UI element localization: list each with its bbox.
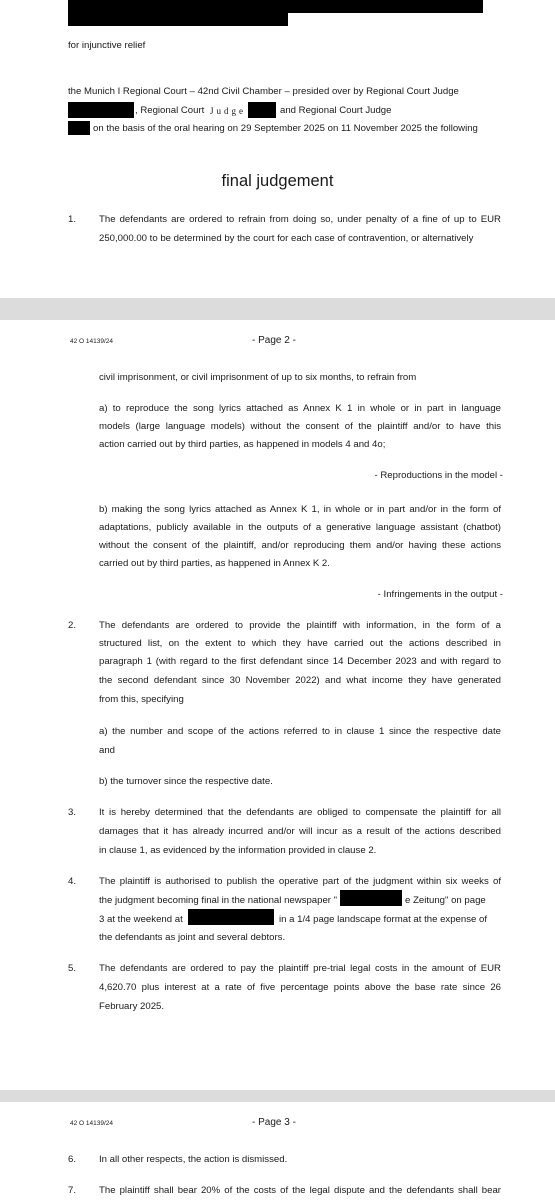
court-line-2a: , Regional Court <box>135 105 205 116</box>
item-number: 2. <box>68 620 77 631</box>
paragraph-text: b) making the song lyrics attached as Annex K 1, in whole or in part and/or in the form of <box>99 504 501 515</box>
item-text: paragraph 1 (with regard to the first defendant since 14 December 2023 and with regard to <box>99 656 501 667</box>
item-text: e Zeitung" on page <box>405 895 486 906</box>
page-3 <box>0 1102 555 1200</box>
case-number: 42 O 14139/24 <box>70 1120 114 1127</box>
item-text: in clause 1, as evidenced by the information provided in clause 2. <box>99 845 377 856</box>
page-number: - Page 3 - <box>252 1117 296 1128</box>
case-number: 42 O 14139/24 <box>70 338 114 345</box>
item-text: b) the turnover since the respective date. <box>99 776 273 787</box>
redaction-bar <box>68 0 483 13</box>
page-2 <box>0 320 555 1090</box>
paragraph-text: civil imprisonment, or civil imprisonment of up to six months, to refrain from <box>99 372 417 383</box>
paragraph-text: a) to reproduce the song lyrics attached as Annex K 1 in whole or in part in language <box>99 403 501 414</box>
redaction-bar <box>188 909 274 925</box>
item-text: in a 1/4 page landscape format at the expense of <box>279 914 488 925</box>
heading-text: for injunctive relief <box>68 40 146 51</box>
item-number: 4. <box>68 876 77 887</box>
paragraph-text: adaptations, publicly available in the outputs of a generative language assistant (chatbot) <box>99 522 501 533</box>
paragraph-text: models (large language models) without the consent of the plaintiff and/or to have this <box>99 421 501 432</box>
redaction-bar <box>248 102 276 118</box>
paragraph-text: action carried out by third parties, as happened in models 4 and 4o; <box>99 439 386 450</box>
page-number: - Page 2 - <box>252 335 296 346</box>
paragraph-text: carried out by third parties, as happened in Annex K 2. <box>99 558 330 569</box>
item-text: damages that it has already incurred and/or will incur as a result of the actions described <box>99 826 501 837</box>
item-text: February 2025. <box>99 1001 165 1012</box>
item-text: The plaintiff is authorised to publish the operative part of the judgment within six weeks of <box>99 876 501 887</box>
item-text: It is hereby determined that the defendants are obliged to compensate the plaintiff for all <box>99 807 501 818</box>
redaction-bar <box>68 102 134 118</box>
redaction-bar <box>340 890 402 906</box>
item-text: The defendants are ordered to provide the plaintiff with information, in the form of a <box>99 620 501 631</box>
item-text: The defendants are ordered to pay the plaintiff pre-trial legal costs in the amount of EUR <box>99 963 501 974</box>
item-text: The defendants are ordered to refrain from doing so, under penalty of a fine of up to EUR <box>99 214 501 225</box>
paragraph-text: without the consent of the plaintiff, and/or reproducing them and/or having these actions <box>99 540 501 551</box>
court-line-3: on the basis of the oral hearing on 29 September 2025 on 11 November 2025 the following <box>93 123 478 134</box>
item-text: 250,000.00 to be determined by the court for each case of contravention, or alternatively <box>99 233 474 244</box>
page-1 <box>0 0 555 298</box>
item-number: 3. <box>68 807 77 818</box>
item-text: 4,620.70 plus interest at a rate of five percentage points above the base rate since 26 <box>99 982 501 993</box>
redaction-bar <box>68 121 90 135</box>
court-line-1: the Munich I Regional Court – 42nd Civil Chamber – presided over by Regional Court Judge <box>68 86 459 97</box>
item-number: 7. <box>68 1185 77 1196</box>
item-number: 5. <box>68 963 77 974</box>
item-text: from this, specifying <box>99 694 184 705</box>
item-text: a) the number and scope of the actions referred to in clause 1 since the respective date <box>99 726 501 737</box>
section-tag: - Infringements in the output - <box>377 589 503 600</box>
item-text: structured list, on the extent to which they have carried out the actions described in <box>99 638 501 649</box>
court-line-2-judge: Judge <box>210 106 246 116</box>
item-text: 3 at the weekend at <box>99 914 183 925</box>
item-text: the second defendant since 30 November 2022) and what income they have generated <box>99 675 501 686</box>
court-line-2b: and Regional Court Judge <box>280 105 392 116</box>
page-gap <box>0 298 555 320</box>
item-number: 6. <box>68 1154 77 1165</box>
redaction-bar <box>68 13 288 26</box>
item-text: and <box>99 745 116 756</box>
page-gap <box>0 1090 555 1102</box>
section-tag: - Reproductions in the model - <box>374 470 503 481</box>
item-text: The plaintiff shall bear 20% of the costs of the legal dispute and the defendants shall bear <box>99 1185 501 1196</box>
item-text: the judgment becoming final in the national newspaper " <box>99 895 338 906</box>
item-number: 1. <box>68 214 77 225</box>
item-text: In all other respects, the action is dismissed. <box>99 1154 288 1165</box>
document-title: final judgement <box>221 172 334 190</box>
item-text: the defendants as joint and several debtors. <box>99 932 286 943</box>
